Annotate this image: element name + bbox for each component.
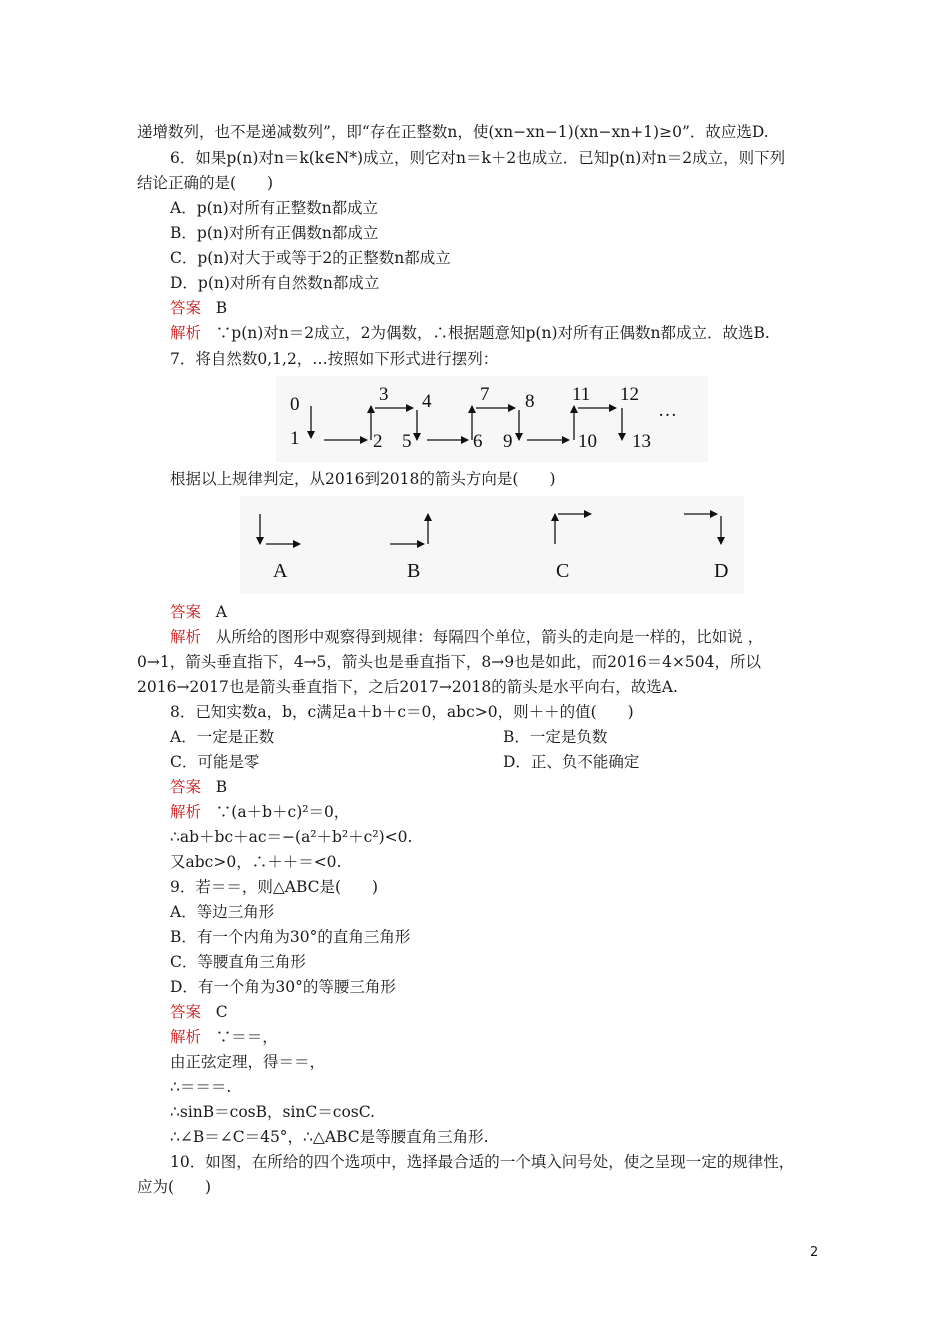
- option-c: C．p(n)对大于或等于2的正整数n都成立: [170, 249, 451, 267]
- option-c: C．等腰直角三角形: [170, 953, 306, 971]
- text-line: ∴sinB＝cosB，sinC＝cosC.: [170, 1103, 375, 1121]
- answer-line: [170, 776, 227, 798]
- text-line: 应为( ): [137, 1178, 212, 1196]
- fig-ellipsis: …: [658, 400, 677, 421]
- option-b: B．一定是负数: [503, 728, 608, 746]
- option-a: A．等边三角形: [170, 903, 275, 921]
- analysis-line: [170, 1026, 278, 1048]
- fig-number: 5: [402, 431, 412, 452]
- text-line: ∴＝＝＝.: [170, 1078, 232, 1096]
- option-a: A．一定是正数: [170, 728, 275, 746]
- option-b: B．p(n)对所有正偶数n都成立: [170, 224, 379, 242]
- option-a: A．p(n)对所有正整数n都成立: [170, 199, 379, 217]
- analysis-label: 解析: [170, 628, 202, 646]
- answer-label: 答案: [170, 603, 202, 621]
- option-d: D．有一个角为30°的等腰三角形: [170, 978, 396, 996]
- analysis-text: 从所给的图形中观察得到规律：每隔四个单位，箭头的走向是一样的，比如说 ，: [215, 628, 764, 646]
- answer-label: 答案: [170, 778, 202, 796]
- text-line: ∴∠B＝∠C＝45°，∴△ABC是等腰直角三角形.: [170, 1128, 489, 1146]
- text-line: 结论正确的是( ): [137, 174, 274, 192]
- fig-number: 6: [473, 431, 483, 452]
- fig-number: 8: [525, 391, 535, 412]
- question-6: 6．如果p(n)对n＝k(k∈N*)成立，则它对n＝k＋2也成立．已知p(n)对n＝2成立，则下列: [170, 149, 786, 167]
- text-line: ∴ab＋bc＋ac＝−(a²＋b²＋c²)<0.: [170, 828, 413, 846]
- text-line: 0→1，箭头垂直指下，4→5，箭头也是垂直指下，8→9也是如此，而2016＝4×504，所以: [137, 653, 762, 671]
- fig-number: 3: [379, 384, 389, 405]
- text-line: 递增数列，也不是递减数列”，即“存在正整数n，使(xn−xn−1)(xn−xn+1)≥0”．故应选D.: [137, 123, 769, 141]
- answer-label: 答案: [170, 299, 202, 317]
- analysis-text: ∵p(n)对n＝2成立，2为偶数，∴根据题意知p(n)对所有正偶数n都成立．故选B.: [215, 324, 770, 342]
- question-10: 10．如图，在所给的四个选项中，选择最合适的一个填入问号处，使之呈现一定的规律性，: [170, 1153, 795, 1171]
- analysis-text: ∵(a＋b＋c)²＝0，: [215, 803, 350, 821]
- question-7-prompt: 根据以上规律判定，从2016到2018的箭头方向是( ): [170, 470, 556, 488]
- fig-number: 11: [572, 384, 591, 405]
- fig-number: 13: [632, 431, 651, 452]
- analysis-line: [170, 801, 349, 823]
- option-c: C．可能是零: [170, 753, 260, 771]
- option-d: D．p(n)对所有自然数n都成立: [170, 274, 380, 292]
- fig-number: 4: [422, 391, 432, 412]
- analysis-label: 解析: [170, 1028, 202, 1046]
- question-7: 7．将自然数0,1,2，…按照如下形式进行摆列：: [170, 350, 499, 368]
- question-9: 9．若＝＝，则△ABC是( ): [170, 878, 379, 896]
- analysis-line: [170, 626, 763, 648]
- page-number: 2: [810, 1245, 819, 1260]
- text-line: 由正弦定理，得＝＝，: [170, 1053, 326, 1071]
- number-arrangement-figure: [276, 376, 708, 462]
- option-d: D．正、负不能确定: [503, 753, 640, 771]
- text-line: 2016→2017也是箭头垂直指下，之后2017→2018的箭头是水平向右，故选A.: [137, 678, 678, 696]
- text-line: 又abc>0，∴＋＋＝<0.: [170, 853, 342, 871]
- answer-line: [170, 601, 227, 623]
- analysis-label: 解析: [170, 324, 202, 342]
- analysis-text: ∵＝＝，: [215, 1028, 278, 1046]
- fig-number: 1: [290, 428, 300, 449]
- option-b: B．有一个内角为30°的直角三角形: [170, 928, 411, 946]
- analysis-line: [170, 322, 770, 344]
- answer-label: 答案: [170, 1003, 202, 1021]
- fig-number: 10: [578, 431, 597, 452]
- fig-number: 7: [480, 384, 490, 405]
- option-label: A: [273, 560, 288, 582]
- fig-number: 2: [373, 431, 383, 452]
- arrow-options-figure: [240, 496, 744, 594]
- answer-value: C: [215, 1003, 228, 1021]
- answer-line: [170, 297, 227, 319]
- analysis-label: 解析: [170, 803, 202, 821]
- answer-value: B: [215, 299, 228, 317]
- option-label: C: [556, 560, 570, 582]
- fig-number: 9: [503, 431, 513, 452]
- fig-number: 0: [290, 394, 300, 415]
- option-label: D: [714, 560, 729, 582]
- answer-value: B: [215, 778, 228, 796]
- question-8: 8．已知实数a，b，c满足a＋b＋c＝0，abc>0，则＋＋的值( ): [170, 703, 634, 721]
- answer-value: A: [215, 603, 227, 621]
- fig-number: 12: [620, 384, 639, 405]
- option-label: B: [407, 560, 421, 582]
- answer-line: [170, 1001, 228, 1023]
